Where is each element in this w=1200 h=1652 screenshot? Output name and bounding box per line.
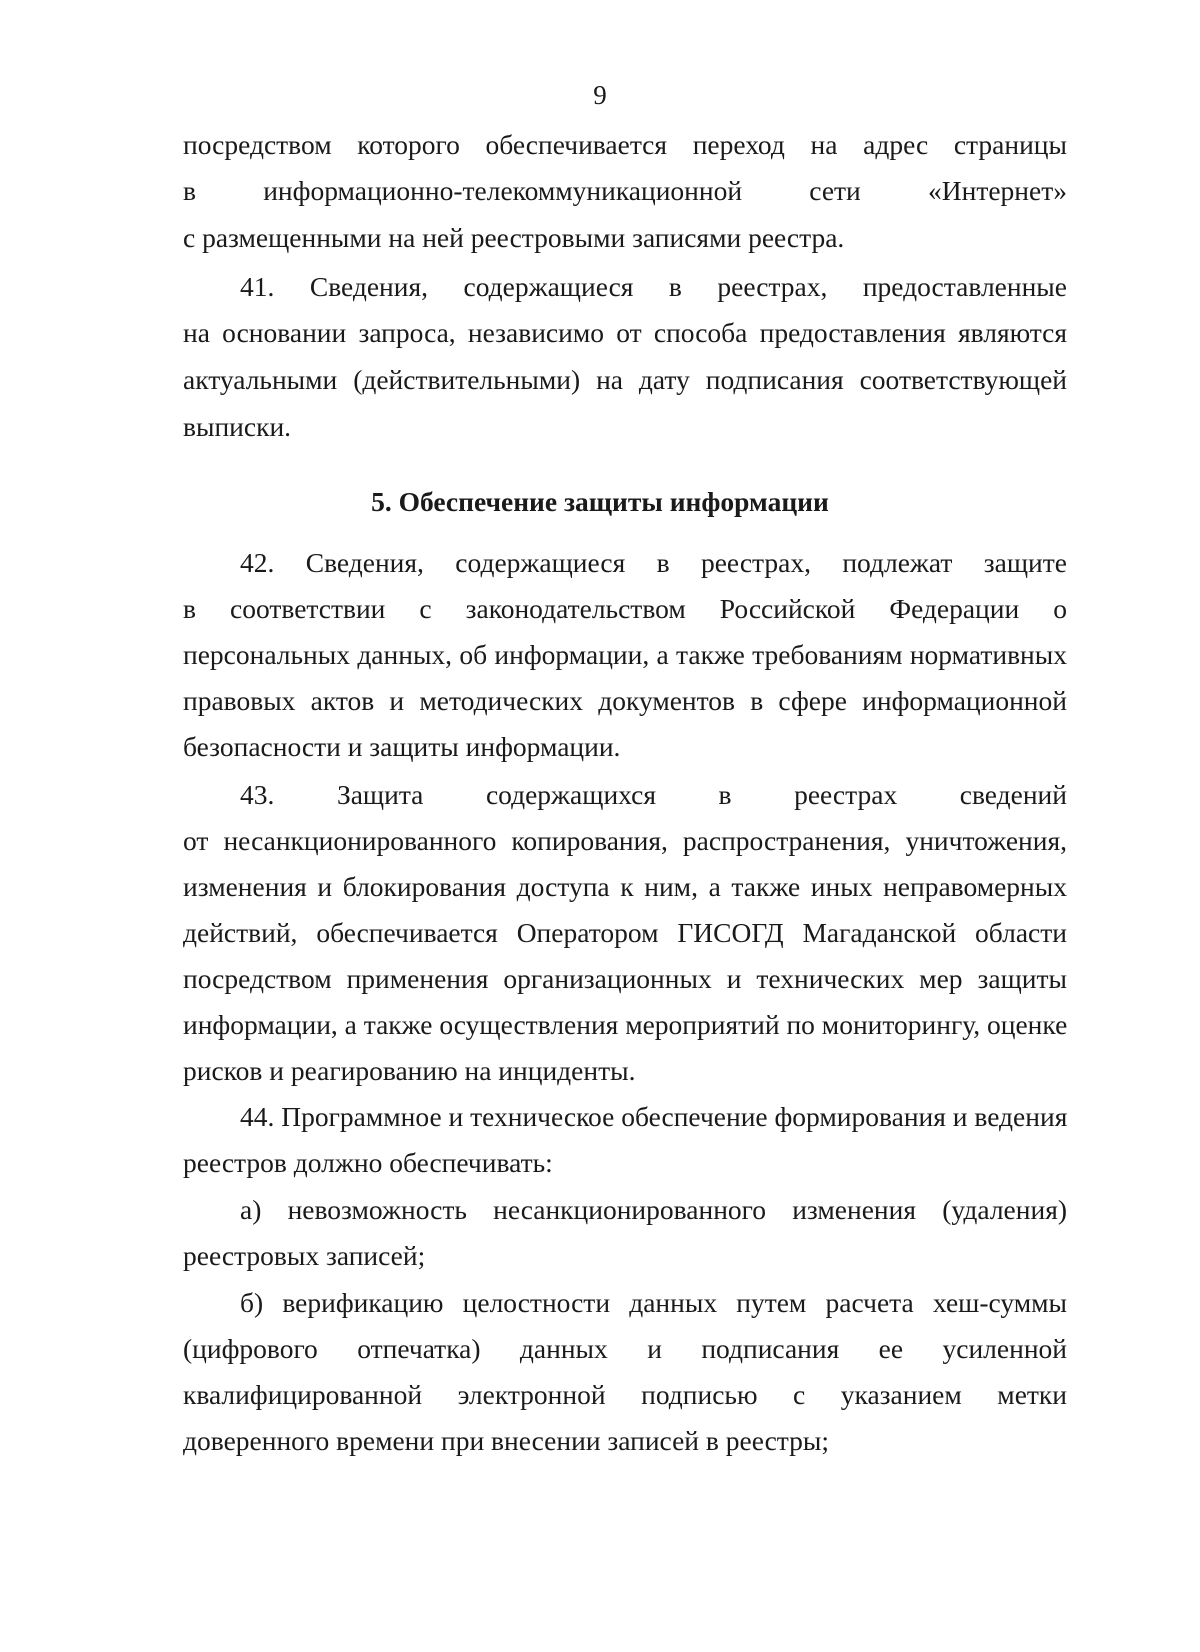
paragraph-line: 42. Сведения, содержащиеся в реестрах, подлежат защите [240, 547, 1067, 578]
paragraph-line: актуальными (действительными) на дату подписания соответствующей [183, 364, 1067, 395]
paragraph-line: с размещенными на ней реестровыми записями реестра. [183, 222, 845, 253]
paragraph-line: действий, обеспечивается Оператором ГИСОГД Магаданской области [183, 917, 1067, 948]
paragraph-line: посредством которого обеспечивается переход на адрес страницы [183, 129, 1067, 160]
paragraph-line: реестров должно обеспечивать: [183, 1147, 553, 1178]
section-heading: 5. Обеспечение защиты информации [371, 486, 829, 517]
paragraph-line: а) невозможность несанкционированного изменения (удаления) [240, 1194, 1067, 1225]
paragraph-line: в соответствии с законодательством Российской Федерации о [183, 593, 1067, 624]
paragraph-line: персональных данных, об информации, а также требованиям нормативных [183, 639, 1067, 670]
paragraph-line: правовых актов и методических документов в сфере информационной [183, 685, 1067, 716]
paragraph-line: (цифрового отпечатка) данных и подписания ее усиленной [183, 1333, 1067, 1364]
paragraph-line: 44. Программное и техническое обеспечение формирования и ведения [240, 1101, 1067, 1132]
paragraph-line: реестровых записей; [183, 1240, 426, 1271]
paragraph-line: рисков и реагированию на инциденты. [183, 1055, 636, 1086]
page-number: 9 [593, 80, 607, 110]
paragraph-line: в информационно-телекоммуникационной сети «Интернет» [183, 175, 1067, 206]
paragraph-line: б) верификацию целостности данных путем расчета хеш-суммы [240, 1287, 1067, 1318]
paragraph-line: информации, а также осуществления мероприятий по мониторингу, оценке [183, 1009, 1067, 1040]
paragraph-line: от несанкционированного копирования, распространения, уничтожения, [183, 825, 1067, 856]
paragraph-line: выписки. [183, 411, 292, 442]
paragraph-line: 41. Сведения, содержащиеся в реестрах, предоставленные [240, 271, 1067, 302]
paragraph-line: безопасности и защиты информации. [183, 731, 621, 762]
paragraph-line: на основании запроса, независимо от способа предоставления являются [183, 317, 1067, 348]
paragraph-line: квалифицированной электронной подписью с указанием метки [183, 1379, 1067, 1410]
paragraph-line: изменения и блокирования доступа к ним, а также иных неправомерных [183, 871, 1067, 902]
paragraph-line: доверенного времени при внесении записей в реестры; [183, 1425, 830, 1456]
paragraph-line: посредством применения организационных и технических мер защиты [183, 963, 1067, 994]
paragraph-line: 43. Защита содержащихся в реестрах сведений [240, 779, 1067, 810]
